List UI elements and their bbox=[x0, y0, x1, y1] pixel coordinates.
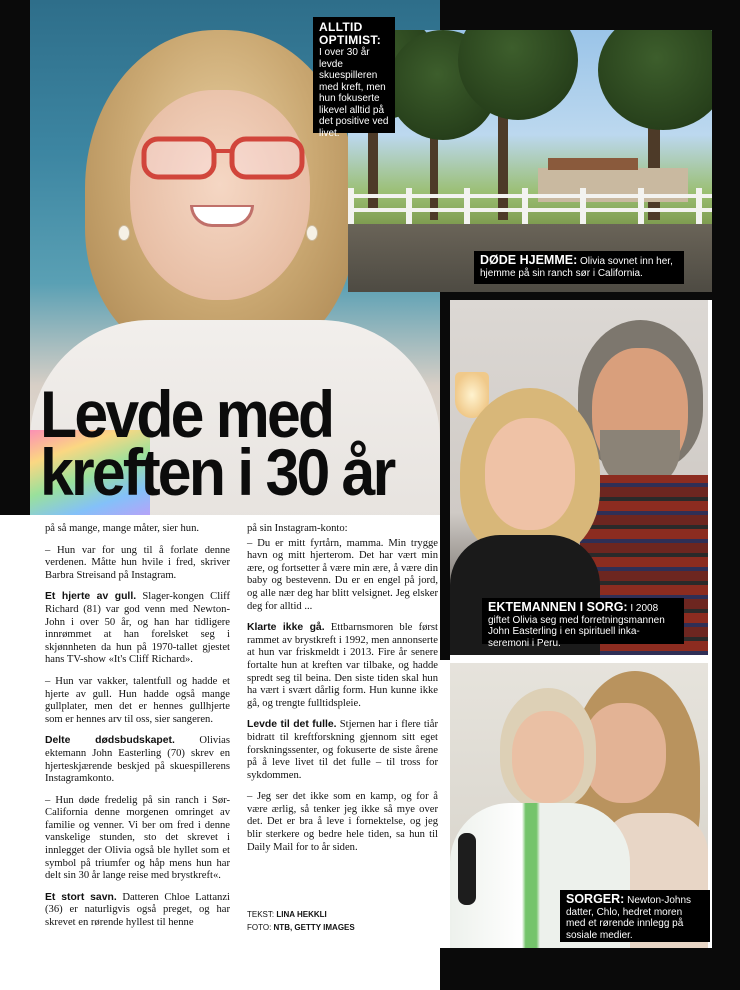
caption-ektemannen-text: I 2008 giftet Olivia seg med forretningsmannen John Easterling i en spirituell inka-seremoni i Peru. bbox=[488, 603, 665, 649]
headline bbox=[40, 377, 408, 509]
headline-line-2: kreften i 30 år bbox=[40, 435, 394, 509]
credit-foto: FOTO: NTB, GETTY IMAGES bbox=[247, 923, 355, 932]
paragraph: – Hun døde fredelig på sin ranch i Sør-California denne morgenen omringet av familie og venner. Vi ber om fred i denne vanskelige stunden, sto det skrevet i innlegget der Olivia også ble hyllet som et symbol på triumfer og håp mens hun har delt sin 30 år lange reise med brystkreft«. bbox=[45, 794, 230, 882]
paragraph: Levde til det fulle. Stjernen har i flere tiår bidratt til kreftforskning gjennom sitt eget forskningssenter, og fokuserte de siste årene på å leve livet til det fulle – til tross for sykdommen. bbox=[247, 719, 438, 781]
caption-sorger-label: SORGER: bbox=[566, 892, 625, 906]
microphone-icon bbox=[458, 833, 476, 905]
paragraph: Et hjerte av gull. Slager-kongen Cliff Richard (81) var god venn med Newton-John i over 50 år, og han har tidligere innrømmet at han forelsket seg i skjønnheten da hun på 1970-tallet gjestet hans TV-show «It's Cliff Richard». bbox=[45, 591, 230, 666]
paragraph: Et stort savn. Datteren Chloe Lattanzi (36) er naturligvis også preget, og har skrevet en rørende hyllest til henne bbox=[45, 891, 230, 929]
credits bbox=[247, 908, 437, 934]
paragraph: på sin Instagram-konto: bbox=[247, 523, 348, 534]
caption-alltid-optimist bbox=[313, 17, 395, 139]
paragraph: – Hun var vakker, talentfull og hadde et hjerte av gull. Hun hadde også mange gullplater, men det er hennes gullhjerte som er hennes arv til oss, sier sangeren. bbox=[45, 675, 230, 725]
caption-alltid-label: ALLTID OPTIMIST: bbox=[319, 20, 382, 47]
subheading: Et hjerte av gull. bbox=[45, 591, 137, 603]
caption-ektemannen-label: EKTEMANNEN I SORG: bbox=[488, 600, 628, 614]
earring-right bbox=[306, 225, 318, 241]
gap-black-band bbox=[440, 292, 712, 300]
mother-face bbox=[512, 711, 584, 803]
subheading: Delte dødsbudskapet. bbox=[45, 735, 175, 747]
paragraph: – Du er mitt fyrtårn, mamma. Min trygge havn og mitt hjerterom. Det har vært min ære, og fortsetter å være min ære, å være din baby og bestevenn. Du er en engel på jord, og alle nær deg har blitt velsignet. Jeg elsker deg for alltid ... bbox=[247, 537, 438, 612]
caption-dode-label: DØDE HJEMME: bbox=[480, 253, 578, 267]
left-black-band bbox=[0, 0, 30, 515]
bottom-black-band bbox=[440, 948, 712, 990]
subheading: Et stort savn. bbox=[45, 891, 117, 903]
caption-sorger bbox=[560, 890, 710, 942]
caption-alltid-text: I over 30 år levde skuespilleren med kreft, men hun fokuserte likevel alltid på det positive ved livet. bbox=[319, 47, 389, 139]
caption-dode-hjemme bbox=[474, 251, 684, 284]
caption-ektemannen bbox=[482, 598, 684, 649]
article-column-left bbox=[45, 523, 230, 939]
credit-text: TEKST: LINA HEKKLI bbox=[247, 910, 327, 919]
subheading: Klarte ikke gå. bbox=[247, 622, 325, 634]
paragraph: – Hun var for ung til å forlate denne verdenen. Måtte hun hvile i fred, skriver Barbra Streisand på Instagram. bbox=[45, 544, 230, 581]
paragraph: på så mange, mange måter, sier hun. bbox=[45, 523, 200, 534]
paragraph: Delte dødsbudskapet. Olivias ektemann John Easterling (70) skrev en hjerteskjærende beskjed på skuespillerens Instagramkonto. bbox=[45, 735, 230, 785]
article-column-middle bbox=[247, 523, 438, 863]
portrait-face bbox=[130, 90, 310, 300]
caption-dode-text: Olivia sovnet inn her, hjemme på sin ranch sør i California. bbox=[480, 256, 673, 279]
subheading: Levde til det fulle. bbox=[247, 719, 337, 731]
wife-face bbox=[485, 418, 575, 530]
white-fence bbox=[348, 188, 712, 224]
right-black-band bbox=[712, 0, 740, 990]
earring-left bbox=[118, 225, 130, 241]
glasses-icon bbox=[122, 135, 322, 185]
paragraph: Klarte ikke gå. Ettbarnsmoren ble først rammet av brystkreft i 1992, men annonserte at hun var friskmeldt i 2013. Fire år senere fortalte hun at kreften var tilbake, og hadde spredt seg til beina. Den siste tiden skal hun ha vært i svært dårlig form. Hun kunne ikke gå, og trengte fulltidspleie. bbox=[247, 622, 438, 709]
paragraph: – Jeg ser det ikke som en kamp, og for å være ærlig, så tenker jeg ikke så mye over det. Det er bra å leve i fornektelse, og jeg blir sterkere og bedre hele tiden, sa hun til Daily Mail for to år siden. bbox=[247, 791, 438, 853]
top-black-band bbox=[440, 0, 740, 30]
headline-line-1: Levde med bbox=[40, 377, 333, 451]
caption-sorger-text: Newton-Johns datter, Chlo, hedret moren med et rørende innlegg på sosiale medier. bbox=[566, 895, 692, 941]
